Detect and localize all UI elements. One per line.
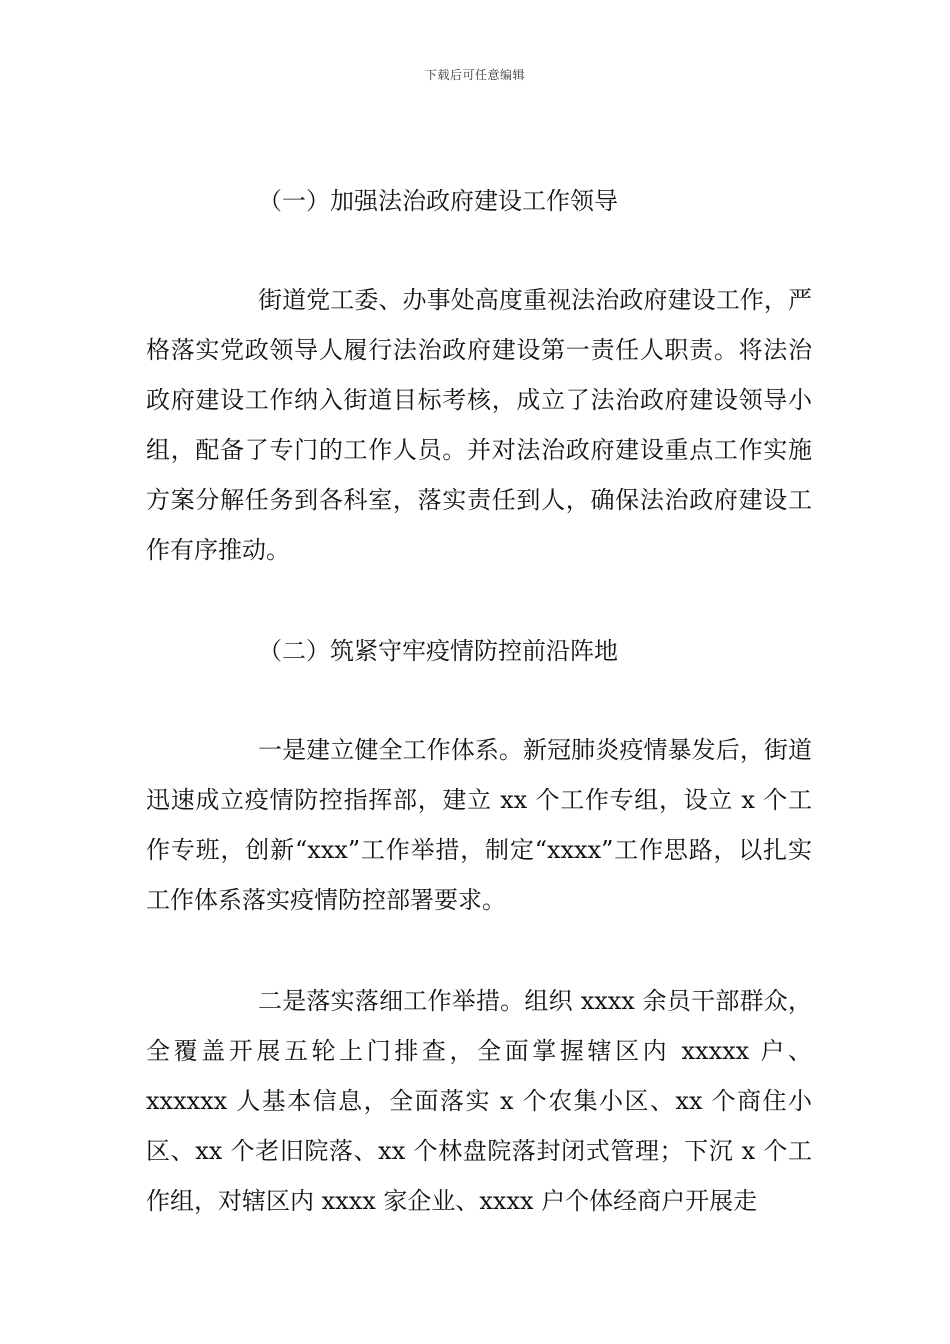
section-2-paragraph-1: 一是建立健全工作体系。新冠肺炎疫情暴发后，街道迅速成立疫情防控指挥部，建立 xx 个工作专组，设立 x 个工作专班，创新“xxx”工作举措，制定“xxxx”工作思路，以扎实工作体系落实疫情防控部署要求。 (146, 736, 812, 914)
section-heading-2: （二）筑紧守牢疫情防控前沿阵地 (258, 637, 618, 665)
section-1-paragraph-1: 街道党工委、办事处高度重视法治政府建设工作，严格落实党政领导人履行法治政府建设第一责任人职责。将法治政府建设工作纳入街道目标考核，成立了法治政府建设领导小组，配备了专门的工作人员。并对法治政府建设重点工作实施方案分解任务到各科室，落实责任到人，确保法治政府建设工作有序推动。 (146, 286, 812, 564)
document-body (146, 176, 812, 1226)
section-heading-1: （一）加强法治政府建设工作领导 (258, 187, 618, 215)
header-note: 下载后可任意编辑 (424, 68, 525, 82)
section-2-paragraph-2: 二是落实落细工作举措。组织 xxxx 余员干部群众，全覆盖开展五轮上门排查，全面掌握辖区内 xxxxx 户、xxxxxx 人基本信息，全面落实 x 个农集小区、xx 个商住小区、xx 个老旧院落、xx 个林盘院落封闭式管理；下沉 x 个工作组，对辖区内 xxxx 家企业、xxxx 户个体经商户开展走 (146, 987, 812, 1215)
